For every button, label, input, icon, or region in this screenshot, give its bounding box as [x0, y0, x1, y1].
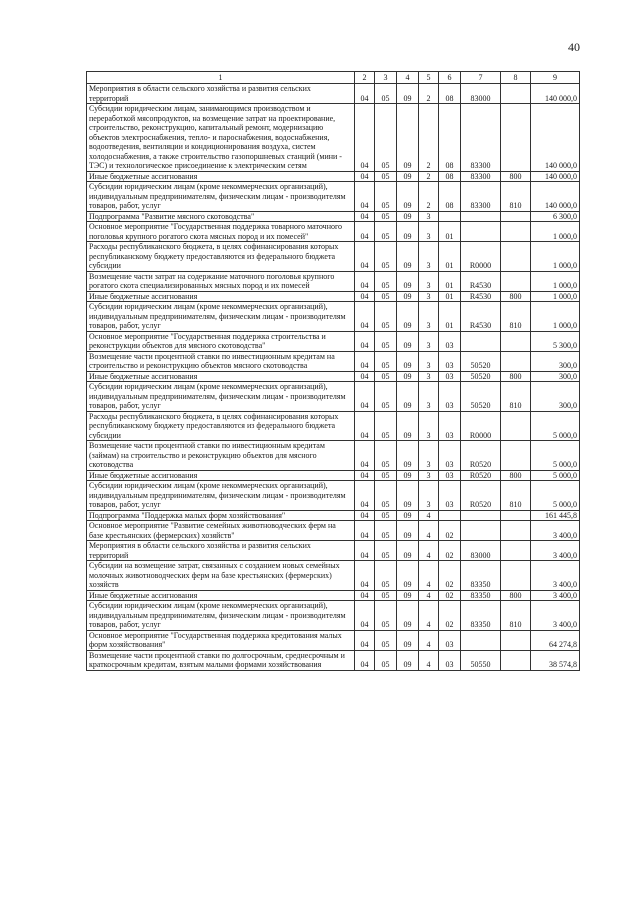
code-direction [461, 521, 501, 541]
table-header-row [87, 72, 580, 84]
code-subprogram: 3 [419, 441, 439, 471]
code-expense-type [501, 84, 531, 104]
table-row [87, 630, 580, 650]
code-expense-type [501, 271, 531, 291]
code-subsection: 05 [375, 411, 397, 441]
row-name: Основное мероприятие "Государственная поддержка строительства и реконструкции объектов для мясного скотоводства" [87, 331, 355, 351]
row-name: Возмещение части процентной ставки по долгосрочным, среднесрочным и краткосрочным кредитам, взятым малыми формами хозяйствования [87, 650, 355, 670]
code-expense-type: 810 [501, 302, 531, 332]
code-subprogram: 4 [419, 510, 439, 521]
row-amount: 5 000,0 [531, 441, 580, 471]
code-expense-type: 810 [501, 601, 531, 631]
code-expense-type [501, 351, 531, 371]
code-section: 04 [355, 371, 375, 382]
row-amount: 5 000,0 [531, 481, 580, 511]
code-expense-type: 800 [501, 590, 531, 601]
code-event: 02 [439, 590, 461, 601]
row-amount: 3 400,0 [531, 541, 580, 561]
code-subprogram: 4 [419, 541, 439, 561]
code-direction: 83300 [461, 104, 501, 172]
code-event: 08 [439, 182, 461, 212]
code-subprogram: 3 [419, 470, 439, 481]
table-row [87, 470, 580, 481]
code-section: 04 [355, 561, 375, 591]
code-direction: R0520 [461, 441, 501, 471]
row-name: Подпрограмма "Развитие мясного скотоводства" [87, 211, 355, 222]
code-direction [461, 510, 501, 521]
code-direction: 83300 [461, 182, 501, 212]
column-header: 4 [397, 72, 419, 84]
code-subsection: 05 [375, 650, 397, 670]
table-row [87, 271, 580, 291]
row-name: Иные бюджетные ассигнования [87, 291, 355, 302]
code-expense-type [501, 441, 531, 471]
code-subsection: 05 [375, 222, 397, 242]
row-amount: 1 000,0 [531, 222, 580, 242]
code-program: 09 [397, 182, 419, 212]
code-subsection: 05 [375, 561, 397, 591]
code-section: 04 [355, 521, 375, 541]
row-amount: 38 574,8 [531, 650, 580, 670]
code-subsection: 05 [375, 182, 397, 212]
code-section: 04 [355, 601, 375, 631]
row-name: Расходы республиканского бюджета, в целях софинансирования которых республиканскому бюджету предоставляются из федерального бюджета субсидии [87, 242, 355, 272]
code-expense-type [501, 242, 531, 272]
code-subsection: 05 [375, 351, 397, 371]
code-event: 08 [439, 104, 461, 172]
page-number: 40 [568, 40, 580, 54]
table-row [87, 601, 580, 631]
row-amount: 1 000,0 [531, 242, 580, 272]
row-amount: 5 000,0 [531, 470, 580, 481]
code-subsection: 05 [375, 470, 397, 481]
row-amount: 140 000,0 [531, 182, 580, 212]
table-row [87, 291, 580, 302]
code-expense-type [501, 510, 531, 521]
row-name: Субсидии на возмещение затрат, связанных с созданием новых семейных молочных животноводческих ферм на базе крестьянских (фермерских) хозяйств [87, 561, 355, 591]
code-section: 04 [355, 222, 375, 242]
code-direction: 83000 [461, 84, 501, 104]
code-program: 09 [397, 302, 419, 332]
code-expense-type: 810 [501, 481, 531, 511]
code-program: 09 [397, 242, 419, 272]
column-header: 1 [87, 72, 355, 84]
code-subsection: 05 [375, 371, 397, 382]
code-subprogram: 3 [419, 382, 439, 412]
code-subprogram: 3 [419, 271, 439, 291]
column-header: 6 [439, 72, 461, 84]
table-row [87, 182, 580, 212]
code-program: 09 [397, 331, 419, 351]
row-amount: 3 400,0 [531, 601, 580, 631]
table-row [87, 590, 580, 601]
code-direction [461, 630, 501, 650]
code-program: 09 [397, 441, 419, 471]
row-name: Иные бюджетные ассигнования [87, 590, 355, 601]
code-subsection: 05 [375, 211, 397, 222]
code-subsection: 05 [375, 541, 397, 561]
code-direction: R0000 [461, 411, 501, 441]
code-expense-type: 810 [501, 382, 531, 412]
table-row [87, 302, 580, 332]
table-row [87, 242, 580, 272]
code-direction: R0520 [461, 470, 501, 481]
code-direction: 50550 [461, 650, 501, 670]
code-subprogram: 3 [419, 302, 439, 332]
code-expense-type [501, 104, 531, 172]
code-expense-type: 810 [501, 182, 531, 212]
row-name: Иные бюджетные ассигнования [87, 171, 355, 182]
row-amount: 300,0 [531, 351, 580, 371]
code-event [439, 510, 461, 521]
code-event: 03 [439, 481, 461, 511]
code-program: 09 [397, 371, 419, 382]
code-subprogram: 3 [419, 481, 439, 511]
code-program: 09 [397, 211, 419, 222]
code-section: 04 [355, 382, 375, 412]
row-name: Возмещение части затрат на содержание маточного поголовья крупного рогатого скота специализированных мясных пород и их помесей [87, 271, 355, 291]
code-subsection: 05 [375, 302, 397, 332]
code-subsection: 05 [375, 331, 397, 351]
table-row [87, 510, 580, 521]
row-name: Основное мероприятие "Государственная поддержка кредитования малых форм хозяйствования" [87, 630, 355, 650]
code-event: 03 [439, 411, 461, 441]
code-subprogram: 3 [419, 222, 439, 242]
code-section: 04 [355, 470, 375, 481]
code-event: 03 [439, 382, 461, 412]
code-subsection: 05 [375, 271, 397, 291]
table-row [87, 650, 580, 670]
column-header: 9 [531, 72, 580, 84]
row-amount: 300,0 [531, 371, 580, 382]
column-header: 5 [419, 72, 439, 84]
code-subprogram: 3 [419, 242, 439, 272]
code-direction [461, 331, 501, 351]
code-section: 04 [355, 331, 375, 351]
code-program: 09 [397, 590, 419, 601]
code-section: 04 [355, 351, 375, 371]
code-section: 04 [355, 302, 375, 332]
code-event: 08 [439, 84, 461, 104]
code-event: 03 [439, 331, 461, 351]
code-section: 04 [355, 541, 375, 561]
code-program: 09 [397, 630, 419, 650]
code-expense-type [501, 541, 531, 561]
code-program: 09 [397, 510, 419, 521]
code-expense-type: 800 [501, 291, 531, 302]
code-event: 02 [439, 561, 461, 591]
row-name: Субсидии юридическим лицам, занимающимся производством и переработкой мясопродуктов, на возмещение затрат на проектирование, строительство, реконструкцию, капитальный ремонт, модернизацию объектов электроснабжения, тепло- и пароснабжения, водоснабжения, водоотведения, вентиляции и кондиционирования воздуха, систем холодоснабжения, а также строительство газопоршневых станций (мини - ТЭС) и технологическое присоединение к электрическим сетям [87, 104, 355, 172]
row-name: Субсидии юридическим лицам (кроме некоммерческих организаций), индивидуальным предпринимателям, физическим лицам - производителям товаров, работ, услуг [87, 382, 355, 412]
code-expense-type [501, 211, 531, 222]
code-direction [461, 211, 501, 222]
table-row [87, 331, 580, 351]
code-section: 04 [355, 104, 375, 172]
code-expense-type: 800 [501, 470, 531, 481]
code-event [439, 211, 461, 222]
row-amount: 6 300,0 [531, 211, 580, 222]
code-subsection: 05 [375, 104, 397, 172]
table-row [87, 441, 580, 471]
code-subprogram: 4 [419, 630, 439, 650]
code-program: 09 [397, 271, 419, 291]
code-event: 02 [439, 601, 461, 631]
row-amount: 161 445,8 [531, 510, 580, 521]
column-header: 8 [501, 72, 531, 84]
table-row [87, 371, 580, 382]
code-subsection: 05 [375, 590, 397, 601]
code-subprogram: 2 [419, 104, 439, 172]
code-subprogram: 2 [419, 84, 439, 104]
code-section: 04 [355, 411, 375, 441]
code-direction: 83350 [461, 590, 501, 601]
code-program: 09 [397, 291, 419, 302]
code-expense-type: 800 [501, 371, 531, 382]
column-header: 3 [375, 72, 397, 84]
code-section: 04 [355, 590, 375, 601]
table-row [87, 84, 580, 104]
code-expense-type [501, 630, 531, 650]
code-event: 02 [439, 541, 461, 561]
row-name: Субсидии юридическим лицам (кроме некоммерческих организаций), индивидуальным предпринимателям, физическим лицам - производителям товаров, работ, услуг [87, 601, 355, 631]
code-expense-type [501, 411, 531, 441]
code-direction: R4530 [461, 291, 501, 302]
row-name: Иные бюджетные ассигнования [87, 371, 355, 382]
code-program: 09 [397, 411, 419, 441]
code-event: 01 [439, 271, 461, 291]
row-amount: 1 000,0 [531, 271, 580, 291]
row-name: Возмещение части процентной ставки по инвестиционным кредитам на строительство и реконструкцию объектов мясного скотоводства [87, 351, 355, 371]
code-section: 04 [355, 510, 375, 521]
row-amount: 1 000,0 [531, 291, 580, 302]
code-direction: 83350 [461, 601, 501, 631]
column-header: 7 [461, 72, 501, 84]
table-row [87, 411, 580, 441]
code-subprogram: 2 [419, 171, 439, 182]
column-header: 2 [355, 72, 375, 84]
code-subprogram: 3 [419, 371, 439, 382]
code-subsection: 05 [375, 382, 397, 412]
table-row [87, 541, 580, 561]
table-body [87, 84, 580, 671]
code-expense-type: 800 [501, 171, 531, 182]
code-event: 02 [439, 521, 461, 541]
code-expense-type [501, 331, 531, 351]
code-expense-type [501, 650, 531, 670]
row-name: Расходы республиканского бюджета, в целях софинансирования которых республиканскому бюджету предоставляются из федерального бюджета субсидии [87, 411, 355, 441]
code-section: 04 [355, 182, 375, 212]
row-name: Иные бюджетные ассигнования [87, 470, 355, 481]
code-subprogram: 4 [419, 590, 439, 601]
row-amount: 140 000,0 [531, 171, 580, 182]
row-amount: 300,0 [531, 382, 580, 412]
code-event: 03 [439, 650, 461, 670]
row-amount: 3 400,0 [531, 590, 580, 601]
code-section: 04 [355, 291, 375, 302]
code-subsection: 05 [375, 84, 397, 104]
code-program: 09 [397, 222, 419, 242]
row-amount: 140 000,0 [531, 84, 580, 104]
code-section: 04 [355, 481, 375, 511]
row-name: Основное мероприятие "Развитие семейных животноводческих ферм на базе крестьянских (фермерских) хозяйств" [87, 521, 355, 541]
code-program: 09 [397, 84, 419, 104]
row-name: Мероприятия в области сельского хозяйства и развития сельских территорий [87, 84, 355, 104]
code-program: 09 [397, 104, 419, 172]
code-event: 01 [439, 242, 461, 272]
budget-table [86, 71, 580, 671]
table-row [87, 171, 580, 182]
row-name: Подпрограмма "Поддержка малых форм хозяйствования" [87, 510, 355, 521]
code-subsection: 05 [375, 630, 397, 650]
row-amount: 1 000,0 [531, 302, 580, 332]
code-direction: R4530 [461, 271, 501, 291]
code-subsection: 05 [375, 521, 397, 541]
table-row [87, 521, 580, 541]
code-subsection: 05 [375, 481, 397, 511]
code-direction: R4530 [461, 302, 501, 332]
code-subsection: 05 [375, 441, 397, 471]
code-subprogram: 4 [419, 561, 439, 591]
code-subprogram: 3 [419, 331, 439, 351]
code-subprogram: 3 [419, 411, 439, 441]
code-program: 09 [397, 561, 419, 591]
code-section: 04 [355, 650, 375, 670]
code-subprogram: 3 [419, 211, 439, 222]
row-amount: 64 274,8 [531, 630, 580, 650]
code-event: 08 [439, 171, 461, 182]
code-program: 09 [397, 470, 419, 481]
code-direction: 83000 [461, 541, 501, 561]
code-program: 09 [397, 382, 419, 412]
row-name: Возмещение части процентной ставки по инвестиционным кредитам (займам) на строительство и реконструкцию объектов для мясного скотоводства [87, 441, 355, 471]
code-event: 03 [439, 470, 461, 481]
code-event: 03 [439, 441, 461, 471]
row-name: Субсидии юридическим лицам (кроме некоммерческих организаций), индивидуальным предпринимателям, физическим лицам - производителям товаров, работ, услуг [87, 481, 355, 511]
code-program: 09 [397, 541, 419, 561]
code-subprogram: 2 [419, 182, 439, 212]
code-direction: 83300 [461, 171, 501, 182]
row-amount: 3 400,0 [531, 561, 580, 591]
code-event: 01 [439, 302, 461, 332]
row-amount: 5 300,0 [531, 331, 580, 351]
code-subsection: 05 [375, 601, 397, 631]
code-program: 09 [397, 521, 419, 541]
code-section: 04 [355, 271, 375, 291]
table-row [87, 481, 580, 511]
row-name: Мероприятия в области сельского хозяйства и развития сельских территорий [87, 541, 355, 561]
code-event: 01 [439, 222, 461, 242]
code-event: 03 [439, 351, 461, 371]
code-section: 04 [355, 630, 375, 650]
table-row [87, 211, 580, 222]
code-direction [461, 222, 501, 242]
code-program: 09 [397, 351, 419, 371]
code-subsection: 05 [375, 291, 397, 302]
code-subsection: 05 [375, 510, 397, 521]
code-program: 09 [397, 650, 419, 670]
code-program: 09 [397, 601, 419, 631]
code-section: 04 [355, 242, 375, 272]
code-direction: 50520 [461, 351, 501, 371]
code-section: 04 [355, 441, 375, 471]
table-row [87, 382, 580, 412]
code-direction: 50520 [461, 371, 501, 382]
code-event: 01 [439, 291, 461, 302]
code-direction: R0000 [461, 242, 501, 272]
code-expense-type [501, 521, 531, 541]
row-name: Субсидии юридическим лицам (кроме некоммерческих организаций), индивидуальным предпринимателям, физическим лицам - производителям товаров, работ, услуг [87, 182, 355, 212]
code-section: 04 [355, 84, 375, 104]
code-subprogram: 4 [419, 650, 439, 670]
table-row [87, 561, 580, 591]
table-row [87, 222, 580, 242]
code-section: 04 [355, 171, 375, 182]
code-subprogram: 3 [419, 351, 439, 371]
code-event: 03 [439, 371, 461, 382]
row-amount: 5 000,0 [531, 411, 580, 441]
row-name: Основное мероприятие "Государственная поддержка товарного маточного поголовья крупного рогатого скота мясных пород и их помесей" [87, 222, 355, 242]
code-subsection: 05 [375, 242, 397, 272]
code-subsection: 05 [375, 171, 397, 182]
code-program: 09 [397, 481, 419, 511]
code-program: 09 [397, 171, 419, 182]
code-direction: 50520 [461, 382, 501, 412]
table-row [87, 104, 580, 172]
code-expense-type [501, 222, 531, 242]
table-row [87, 351, 580, 371]
code-section: 04 [355, 211, 375, 222]
code-subprogram: 3 [419, 291, 439, 302]
code-direction: 83350 [461, 561, 501, 591]
code-event: 03 [439, 630, 461, 650]
row-amount: 140 000,0 [531, 104, 580, 172]
row-name: Субсидии юридическим лицам (кроме некоммерческих организаций), индивидуальным предпринимателям, физическим лицам - производителям товаров, работ, услуг [87, 302, 355, 332]
code-direction: R0520 [461, 481, 501, 511]
row-amount: 3 400,0 [531, 521, 580, 541]
code-subprogram: 4 [419, 521, 439, 541]
code-subprogram: 4 [419, 601, 439, 631]
code-expense-type [501, 561, 531, 591]
